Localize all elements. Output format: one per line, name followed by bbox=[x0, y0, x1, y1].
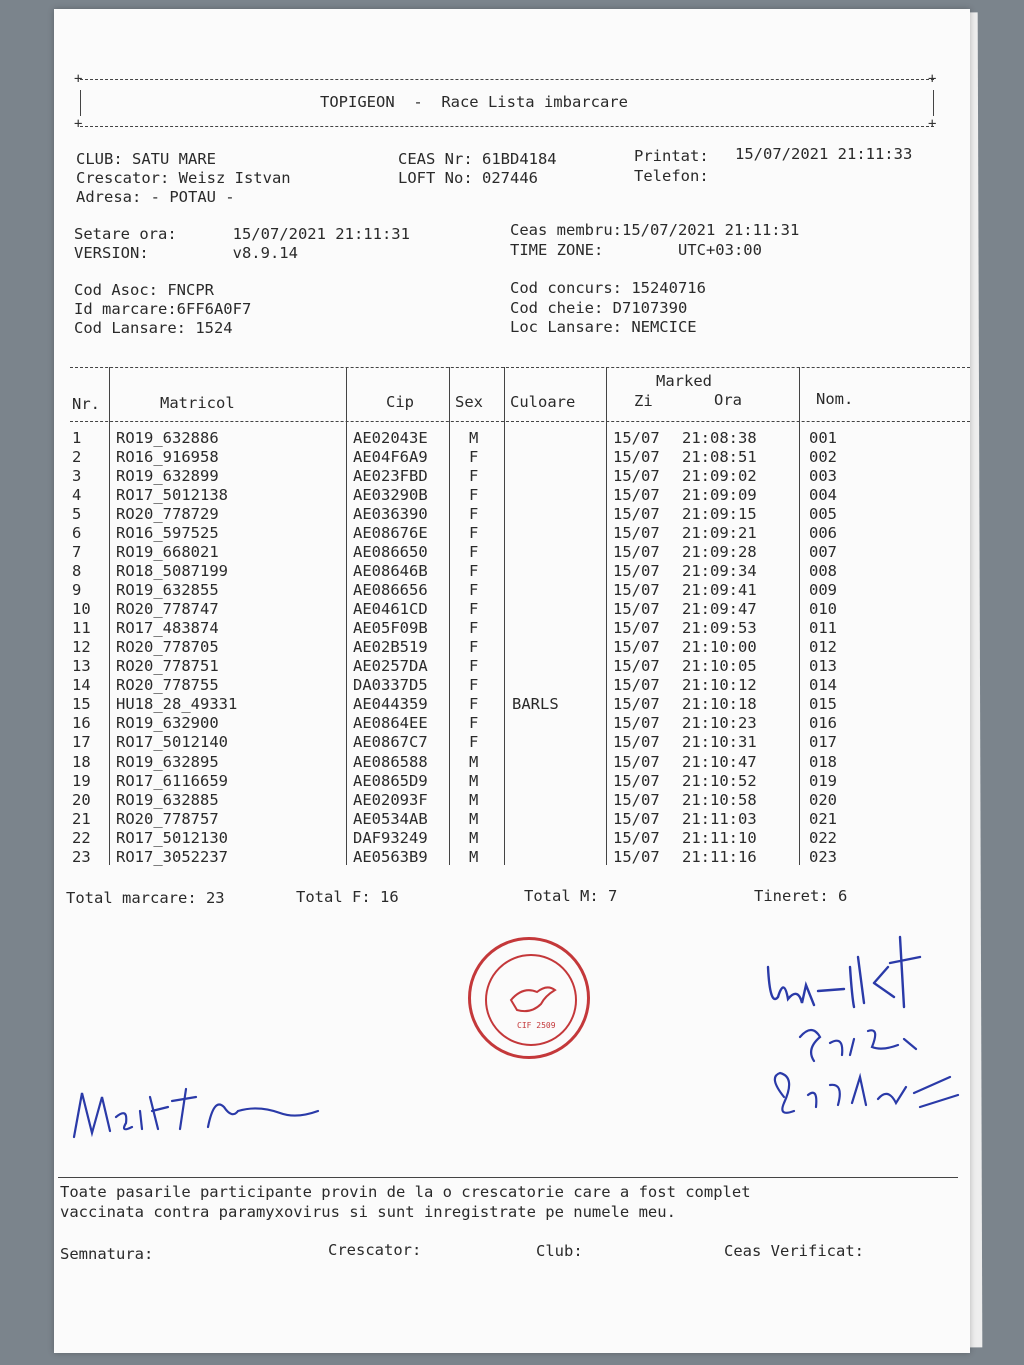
set-time-line: Setare ora: 15/07/2021 21:11:31 bbox=[74, 225, 410, 243]
row-cip: DAF93249 bbox=[353, 828, 428, 847]
row-ora: 21:10:18 bbox=[682, 695, 757, 714]
row-zi: 15/07 bbox=[613, 467, 660, 486]
row-nom: 017 bbox=[809, 733, 837, 752]
clock-nr-line: CEAS Nr: 61BD4184 bbox=[398, 150, 557, 168]
row-zi: 15/07 bbox=[613, 695, 660, 714]
row-nom: 021 bbox=[809, 809, 837, 828]
row-nom: 023 bbox=[809, 847, 837, 866]
row-nom: 006 bbox=[809, 524, 837, 543]
row-sex: F bbox=[469, 695, 479, 714]
total-marking: Total marcare: 23 bbox=[66, 889, 225, 907]
row-number: 20 bbox=[72, 790, 91, 809]
row-number: 8 bbox=[72, 562, 82, 581]
row-zi: 15/07 bbox=[613, 733, 660, 752]
row-cip: AE044359 bbox=[353, 695, 428, 714]
row-matricol: RO17_6116659 bbox=[116, 771, 228, 790]
row-matricol: RO17_5012138 bbox=[116, 486, 228, 505]
row-matricol: RO17_3052237 bbox=[116, 847, 228, 866]
frame-corner: + bbox=[74, 71, 83, 87]
statement-line-2: vaccinata contra paramyxovirus si sunt inregistrate pe numele meu. bbox=[60, 1203, 676, 1221]
row-sex: F bbox=[469, 638, 479, 657]
row-sex: M bbox=[469, 752, 479, 771]
printed-label: Printat: bbox=[634, 147, 709, 165]
key-code-line: Cod cheie: D7107390 bbox=[510, 299, 688, 317]
row-number: 19 bbox=[72, 771, 91, 790]
verifier-signatures bbox=[754, 927, 964, 1137]
row-zi: 15/07 bbox=[613, 429, 660, 447]
column-divider bbox=[109, 367, 110, 865]
row-cip: AE04F6A9 bbox=[353, 448, 428, 467]
document-page bbox=[54, 9, 970, 1353]
row-matricol: RO17_483874 bbox=[116, 619, 219, 638]
row-sex: F bbox=[469, 657, 479, 676]
row-cip: AE02093F bbox=[353, 790, 428, 809]
row-zi: 15/07 bbox=[613, 486, 660, 505]
row-number: 7 bbox=[72, 543, 82, 562]
row-nom: 005 bbox=[809, 505, 837, 524]
col-header-ora: Ora bbox=[714, 391, 742, 409]
row-sex: F bbox=[469, 486, 479, 505]
row-ora: 21:10:05 bbox=[682, 657, 757, 676]
col-header-zi: Zi bbox=[634, 392, 653, 410]
row-ora: 21:09:47 bbox=[682, 600, 757, 619]
row-culoare: BARLS bbox=[512, 695, 559, 714]
breeder-line: Crescator: Weisz Istvan bbox=[76, 169, 291, 187]
row-sex: M bbox=[469, 847, 479, 866]
row-ora: 21:09:09 bbox=[682, 486, 757, 505]
contest-code-line: Cod concurs: 15240716 bbox=[510, 279, 706, 297]
col-header-nr: Nr. bbox=[72, 395, 100, 413]
row-nom: 002 bbox=[809, 448, 837, 467]
launch-code-line: Cod Lansare: 1524 bbox=[74, 319, 233, 337]
row-matricol: RO17_5012140 bbox=[116, 733, 228, 752]
column-divider bbox=[449, 367, 450, 865]
row-sex: M bbox=[469, 771, 479, 790]
row-ora: 21:10:23 bbox=[682, 714, 757, 733]
row-matricol: RO16_597525 bbox=[116, 524, 219, 543]
row-nom: 014 bbox=[809, 676, 837, 695]
row-cip: AE0534AB bbox=[353, 809, 428, 828]
row-ora: 21:09:02 bbox=[682, 467, 757, 486]
row-cip: DA0337D5 bbox=[353, 676, 428, 695]
row-matricol: RO19_632855 bbox=[116, 581, 219, 600]
row-sex: F bbox=[469, 581, 479, 600]
row-number: 9 bbox=[72, 581, 82, 600]
row-ora: 21:09:53 bbox=[682, 619, 757, 638]
row-sex: M bbox=[469, 809, 479, 828]
col-header-sex: Sex bbox=[455, 393, 483, 411]
row-matricol: RO18_5087199 bbox=[116, 562, 228, 581]
row-matricol: RO19_632899 bbox=[116, 467, 219, 486]
row-matricol: RO20_778729 bbox=[116, 505, 219, 524]
row-cip: AE086656 bbox=[353, 581, 428, 600]
row-ora: 21:09:21 bbox=[682, 524, 757, 543]
row-number: 6 bbox=[72, 524, 82, 543]
row-number: 12 bbox=[72, 638, 91, 657]
row-matricol: RO19_632886 bbox=[116, 429, 219, 447]
youth-count: Tineret: 6 bbox=[754, 887, 848, 905]
row-sex: F bbox=[469, 600, 479, 619]
row-nom: 007 bbox=[809, 543, 837, 562]
row-nom: 015 bbox=[809, 695, 837, 714]
row-cip: AE086588 bbox=[353, 752, 428, 771]
row-matricol: RO20_778755 bbox=[116, 676, 219, 695]
row-matricol: RO19_632900 bbox=[116, 714, 219, 733]
row-ora: 21:10:31 bbox=[682, 733, 757, 752]
row-cip: AE0257DA bbox=[353, 657, 428, 676]
row-cip: AE02B519 bbox=[353, 638, 428, 657]
row-ora: 21:10:12 bbox=[682, 676, 757, 695]
row-sex: F bbox=[469, 676, 479, 695]
row-cip: AE02043E bbox=[353, 429, 428, 447]
row-nom: 022 bbox=[809, 828, 837, 847]
row-number: 1 bbox=[72, 429, 82, 447]
row-number: 22 bbox=[72, 828, 91, 847]
row-ora: 21:10:52 bbox=[682, 771, 757, 790]
column-divider bbox=[346, 367, 347, 865]
row-ora: 21:10:47 bbox=[682, 752, 757, 771]
timezone-line: TIME ZONE: UTC+03:00 bbox=[510, 241, 762, 259]
row-number: 15 bbox=[72, 695, 91, 714]
row-sex: F bbox=[469, 505, 479, 524]
row-number: 14 bbox=[72, 676, 91, 695]
signature-label: Semnatura: bbox=[60, 1245, 154, 1263]
frame-corner: + bbox=[928, 71, 937, 87]
row-cip: AE036390 bbox=[353, 505, 428, 524]
clock-verified-label: Ceas Verificat: bbox=[724, 1242, 864, 1260]
col-header-matricol: Matricol bbox=[160, 394, 235, 412]
row-ora: 21:10:00 bbox=[682, 638, 757, 657]
club-line: CLUB: SATU MARE bbox=[76, 150, 216, 168]
row-cip: AE08676E bbox=[353, 524, 428, 543]
row-sex: F bbox=[469, 448, 479, 467]
row-nom: 016 bbox=[809, 714, 837, 733]
loft-line: LOFT No: 027446 bbox=[398, 169, 538, 187]
row-matricol: HU18_28_49331 bbox=[116, 695, 238, 714]
row-cip: AE05F09B bbox=[353, 619, 428, 638]
row-zi: 15/07 bbox=[613, 676, 660, 695]
row-cip: AE023FBD bbox=[353, 467, 428, 486]
row-number: 10 bbox=[72, 600, 91, 619]
row-ora: 21:09:41 bbox=[682, 581, 757, 600]
row-zi: 15/07 bbox=[613, 581, 660, 600]
row-matricol: RO19_668021 bbox=[116, 543, 219, 562]
col-header-cip: Cip bbox=[386, 393, 414, 411]
breeder-label: Crescator: bbox=[328, 1241, 422, 1259]
row-number: 21 bbox=[72, 809, 91, 828]
member-clock-line: Ceas membru:15/07/2021 21:11:31 bbox=[510, 221, 800, 239]
row-sex: F bbox=[469, 467, 479, 486]
row-ora: 21:08:38 bbox=[682, 429, 757, 447]
row-ora: 21:09:28 bbox=[682, 543, 757, 562]
col-header-nom: Nom. bbox=[816, 390, 854, 408]
table-top-rule bbox=[70, 367, 970, 368]
row-ora: 21:09:15 bbox=[682, 505, 757, 524]
breeder-signature bbox=[68, 1067, 328, 1147]
row-sex: F bbox=[469, 619, 479, 638]
row-number: 16 bbox=[72, 714, 91, 733]
row-number: 3 bbox=[72, 467, 82, 486]
row-number: 11 bbox=[72, 619, 91, 638]
row-zi: 15/07 bbox=[613, 809, 660, 828]
row-sex: M bbox=[469, 790, 479, 809]
row-matricol: RO20_778705 bbox=[116, 638, 219, 657]
row-zi: 15/07 bbox=[613, 828, 660, 847]
row-matricol: RO20_778757 bbox=[116, 809, 219, 828]
row-cip: AE0864EE bbox=[353, 714, 428, 733]
row-nom: 001 bbox=[809, 429, 837, 447]
svg-text:CIF 2509: CIF 2509 bbox=[517, 1021, 556, 1030]
row-matricol: RO16_916958 bbox=[116, 448, 219, 467]
row-number: 5 bbox=[72, 505, 82, 524]
row-zi: 15/07 bbox=[613, 543, 660, 562]
statement-line-1: Toate pasarile participante provin de la o crescatorie care a fost complet bbox=[60, 1183, 751, 1201]
column-divider bbox=[799, 367, 800, 865]
row-nom: 018 bbox=[809, 752, 837, 771]
col-header-culoare: Culoare bbox=[510, 393, 576, 411]
association-stamp bbox=[468, 937, 590, 1059]
row-zi: 15/07 bbox=[613, 714, 660, 733]
row-number: 17 bbox=[72, 733, 91, 752]
phone-label: Telefon: bbox=[634, 167, 709, 185]
row-ora: 21:10:58 bbox=[682, 790, 757, 809]
column-divider bbox=[504, 367, 505, 865]
row-zi: 15/07 bbox=[613, 657, 660, 676]
row-sex: F bbox=[469, 714, 479, 733]
row-nom: 011 bbox=[809, 619, 837, 638]
launch-place-line: Loc Lansare: NEMCICE bbox=[510, 318, 697, 336]
row-nom: 012 bbox=[809, 638, 837, 657]
row-matricol: RO20_778751 bbox=[116, 657, 219, 676]
stamp-dove-icon bbox=[471, 940, 587, 1056]
total-male: Total M: 7 bbox=[524, 887, 618, 905]
printed-value: 15/07/2021 21:11:33 bbox=[735, 145, 913, 163]
row-ora: 21:11:03 bbox=[682, 809, 757, 828]
footer-rule bbox=[58, 1177, 958, 1178]
row-sex: F bbox=[469, 543, 479, 562]
col-header-marked: Marked bbox=[656, 372, 712, 390]
row-nom: 003 bbox=[809, 467, 837, 486]
row-zi: 15/07 bbox=[613, 847, 660, 866]
row-ora: 21:11:10 bbox=[682, 828, 757, 847]
row-sex: F bbox=[469, 562, 479, 581]
row-zi: 15/07 bbox=[613, 790, 660, 809]
row-nom: 020 bbox=[809, 790, 837, 809]
row-zi: 15/07 bbox=[613, 505, 660, 524]
total-female: Total F: 16 bbox=[296, 888, 399, 906]
row-cip: AE03290B bbox=[353, 486, 428, 505]
row-cip: AE0563B9 bbox=[353, 847, 428, 866]
row-sex: F bbox=[469, 524, 479, 543]
row-zi: 15/07 bbox=[613, 771, 660, 790]
row-nom: 004 bbox=[809, 486, 837, 505]
row-number: 18 bbox=[72, 752, 91, 771]
row-matricol: RO19_632895 bbox=[116, 752, 219, 771]
address-line: Adresa: - POTAU - bbox=[76, 188, 235, 206]
table-header-rule bbox=[70, 421, 970, 422]
column-divider bbox=[606, 367, 607, 865]
row-zi: 15/07 bbox=[613, 524, 660, 543]
row-ora: 21:09:34 bbox=[682, 562, 757, 581]
row-number: 23 bbox=[72, 847, 91, 866]
row-cip: AE0461CD bbox=[353, 600, 428, 619]
row-ora: 21:11:16 bbox=[682, 847, 757, 866]
marking-id-line: Id marcare:6FF6A0F7 bbox=[74, 300, 252, 318]
club-label: Club: bbox=[536, 1242, 583, 1260]
row-sex: F bbox=[469, 733, 479, 752]
row-sex: M bbox=[469, 828, 479, 847]
row-zi: 15/07 bbox=[613, 619, 660, 638]
row-number: 13 bbox=[72, 657, 91, 676]
row-cip: AE086650 bbox=[353, 543, 428, 562]
version-line: VERSION: v8.9.14 bbox=[74, 244, 298, 262]
row-nom: 008 bbox=[809, 562, 837, 581]
row-zi: 15/07 bbox=[613, 638, 660, 657]
row-nom: 013 bbox=[809, 657, 837, 676]
row-zi: 15/07 bbox=[613, 562, 660, 581]
row-sex: M bbox=[469, 429, 479, 447]
row-matricol: RO19_632885 bbox=[116, 790, 219, 809]
frame-corner: + bbox=[74, 116, 83, 132]
row-zi: 15/07 bbox=[613, 752, 660, 771]
row-cip: AE0867C7 bbox=[353, 733, 428, 752]
row-number: 4 bbox=[72, 486, 82, 505]
row-nom: 010 bbox=[809, 600, 837, 619]
row-zi: 15/07 bbox=[613, 600, 660, 619]
row-zi: 15/07 bbox=[613, 448, 660, 467]
row-nom: 009 bbox=[809, 581, 837, 600]
report-title: TOPIGEON - Race Lista imbarcare bbox=[320, 93, 628, 111]
row-nom: 019 bbox=[809, 771, 837, 790]
row-matricol: RO20_778747 bbox=[116, 600, 219, 619]
frame-corner: + bbox=[928, 116, 937, 132]
assoc-code-line: Cod Asoc: FNCPR bbox=[74, 281, 214, 299]
row-cip: AE0865D9 bbox=[353, 771, 428, 790]
row-matricol: RO17_5012130 bbox=[116, 828, 228, 847]
row-number: 2 bbox=[72, 448, 82, 467]
row-cip: AE08646B bbox=[353, 562, 428, 581]
row-ora: 21:08:51 bbox=[682, 448, 757, 467]
